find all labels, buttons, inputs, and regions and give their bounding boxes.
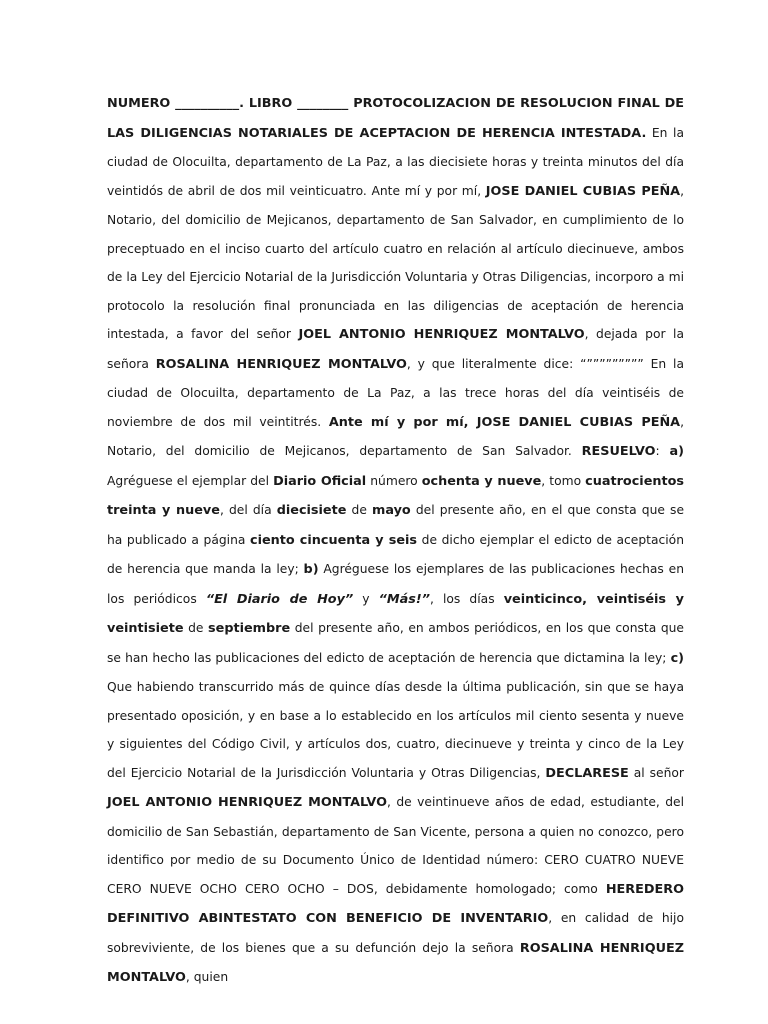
bold-text-segment: ROSALINA HENRIQUEZ MONTALVO xyxy=(107,940,684,985)
bold-text-segment: “Más!” xyxy=(378,591,430,607)
text-segment: número xyxy=(366,473,422,488)
bold-text-segment: ochenta y nueve xyxy=(421,473,542,489)
bold-text-segment: cuatrocientos treinta y nueve xyxy=(107,473,685,518)
bold-text-segment: NUMERO __________. LIBRO ________ PROTOCOLIZACION DE RESOLUCION FINAL DE LAS DILIGENCIAS NOTARIALES DE ACEPTACION DE HERENCIA INTESTADA. xyxy=(107,96,684,141)
text-segment: , del día xyxy=(219,503,277,517)
text-segment: : xyxy=(655,444,670,458)
text-segment: En la ciudad de Olocuilta, departamento de La Paz, a las diecisiete horas y treinta minutos del día veintidós de abril de dos mil veinticuatro. Ante mí y por mí, xyxy=(107,125,684,198)
bold-text-segment: “El Diario de Hoy” xyxy=(205,591,354,607)
text-segment: Agréguese el ejemplar del xyxy=(107,473,274,488)
text-segment: al señor xyxy=(628,765,684,780)
bold-text-segment: JOEL ANTONIO HENRIQUEZ MONTALVO xyxy=(107,795,387,810)
text-segment: , los días xyxy=(429,591,504,606)
text-segment: de dicho ejemplar el edicto de aceptación de herencia que manda la ley; xyxy=(107,532,684,576)
document-body-text xyxy=(107,89,684,993)
text-segment: y xyxy=(353,591,379,606)
text-segment: de xyxy=(346,503,372,517)
bold-text-segment: b) xyxy=(303,562,319,577)
bold-text-segment: DECLARESE xyxy=(545,765,629,781)
bold-text-segment: JOEL ANTONIO HENRIQUEZ MONTALVO xyxy=(298,327,585,342)
text-segment: , Notario, del domicilio de Mejicanos, departamento de San Salvador, en cumplimiento de lo preceptuado en el inciso cuarto del artículo cuatro en relación al artículo diecinueve, ambos de la Ley del Ejercicio Notarial de la Jurisdicción Voluntaria y Otras Diligencias, incorporo a mi protocolo la resolución final pronunciada en las diligencias de aceptación de herencia intestada, a favor del señor xyxy=(107,183,685,341)
bold-text-segment: diecisiete xyxy=(276,503,347,518)
bold-text-segment: c) xyxy=(670,650,684,666)
bold-text-segment: veinticinco, veintiséis y veintisiete xyxy=(107,591,684,636)
text-segment: , y que literalmente dice: “””””””””” En la ciudad de Olocuilta, departamento de La Paz, a las trece horas del día veintiséis de noviembre de dos mil veintitrés. xyxy=(107,356,684,429)
text-segment: , Notario, del domicilio de Mejicanos, departamento de San Salvador. xyxy=(107,414,684,458)
text-segment: , de veintinueve años de edad, estudiante, del domicilio de San Sebastián, departamento de San Vicente, persona a quien no conozco, pero identifico por medio de su Documento Único de Identidad número: CERO CUATRO NUEVE CERO NUEVE OCHO CERO OCHO – DOS, debidamente homologado; como xyxy=(107,795,684,896)
bold-text-segment: Diario Oficial xyxy=(273,473,367,489)
text-segment: , en calidad de hijo sobreviviente, de los bienes que a su defunción dejo la señora xyxy=(107,911,684,955)
bold-text-segment: ROSALINA HENRIQUEZ MONTALVO xyxy=(155,356,407,372)
bold-text-segment: mayo xyxy=(372,503,411,518)
bold-text-segment: HEREDERO DEFINITIVO ABINTESTATO CON BENEFICIO DE INVENTARIO xyxy=(107,881,684,926)
bold-text-segment: RESUELVO xyxy=(581,444,656,459)
text-segment: Que habiendo transcurrido más de quince días desde la última publicación, sin que se haya presentado oposición, y en base a lo establecido en los artículos mil ciento sesenta y nueve y siguientes del Código Civil, y artículos dos, cuatro, diecinueve y treinta y cinco de la Ley del Ejercicio Notarial de la Jurisdicción Voluntaria y Otras Diligencias, xyxy=(107,680,684,780)
text-segment: del presente año, en el que consta que se ha publicado a página xyxy=(107,503,685,547)
bold-text-segment: Ante mí y por mí, JOSE DANIEL CUBIAS PEÑA xyxy=(328,414,681,430)
text-segment: , tomo xyxy=(541,473,586,488)
text-segment: Agréguese los ejemplares de las publicaciones hechas en los periódicos xyxy=(107,562,684,606)
bold-text-segment: ciento cincuenta y seis xyxy=(250,532,418,548)
bold-text-segment: septiembre xyxy=(208,621,291,636)
text-segment: , quien xyxy=(185,970,229,984)
bold-text-segment: a) xyxy=(669,444,684,459)
text-segment: , dejada por la señora xyxy=(107,327,684,371)
text-segment: del presente año, en ambos periódicos, en los que consta que se han hecho las publicaciones del edicto de aceptación de herencia que dictamina la ley; xyxy=(107,621,684,665)
bold-text-segment: JOSE DANIEL CUBIAS PEÑA xyxy=(485,183,681,199)
text-segment: de xyxy=(183,621,209,635)
